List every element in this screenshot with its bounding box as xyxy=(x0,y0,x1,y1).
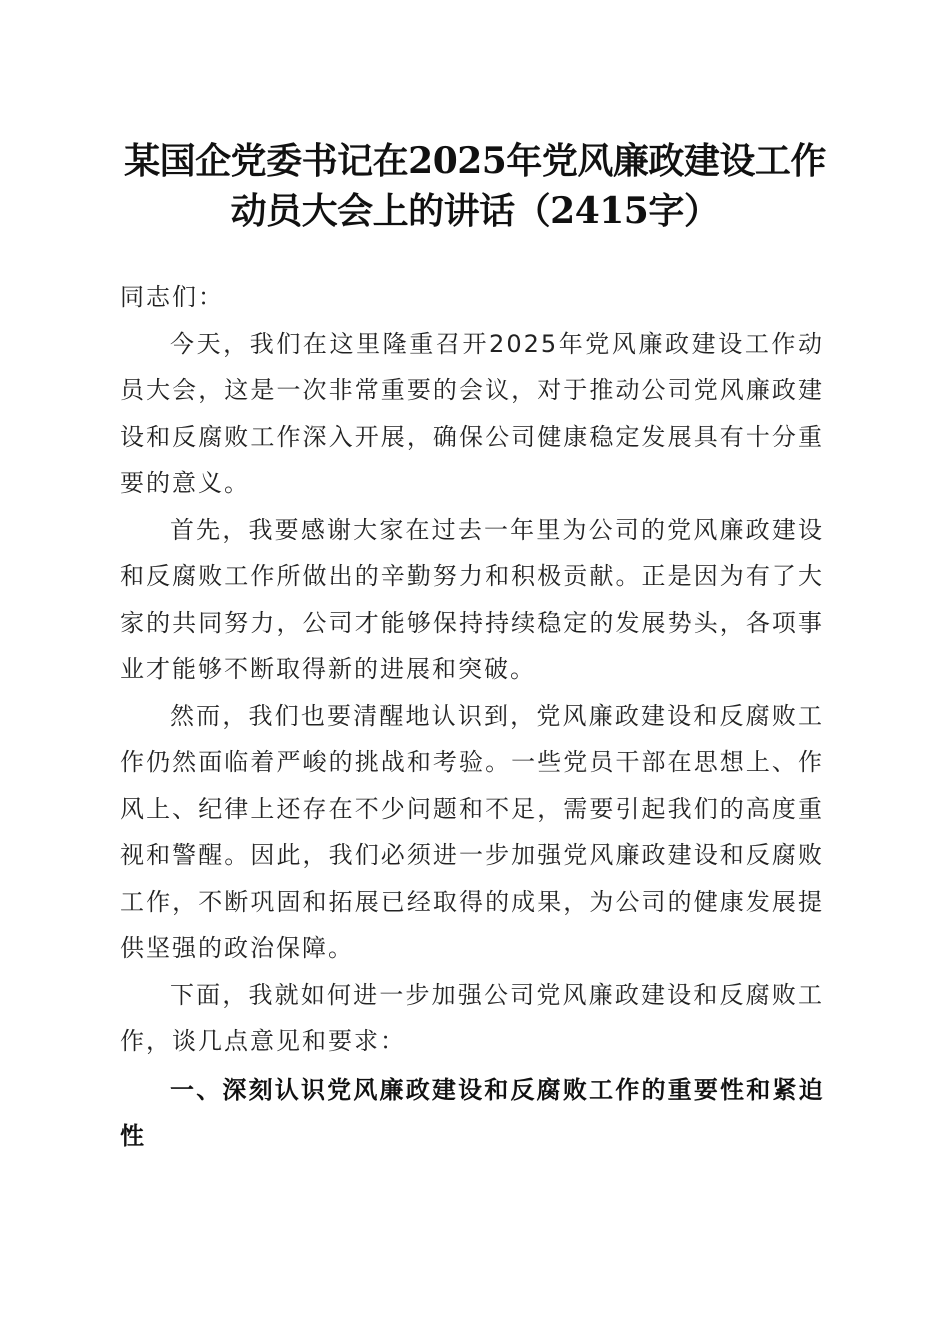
document-title xyxy=(100,136,850,236)
paragraph-challenges: 然而，我们也要清醒地认识到，党风廉政建设和反腐败工作仍然面临着严峻的挑战和考验。一些党员干部在思想上、作风上、纪律上还存在不少问题和不足，需要引起我们的高度重视和警醒。因此，我们必须进一步加强党风廉政建设和反腐败工作，不断巩固和拓展已经取得的成果，为公司的健康发展提供坚强的政治保障。 xyxy=(120,701,824,962)
title-line-1: 某国企党委书记在2025年党风廉政建设工作 xyxy=(124,140,826,182)
paragraph-transition: 下面，我就如何进一步加强公司党风廉政建设和反腐败工作，谈几点意见和要求： xyxy=(120,980,824,1055)
paragraph-opening: 今天，我们在这里隆重召开2025年党风廉政建设工作动员大会，这是一次非常重要的会议，对于推动公司党风廉政建设和反腐败工作深入开展，确保公司健康稳定发展具有十分重要的意义。 xyxy=(120,329,824,497)
salutation: 同志们： xyxy=(120,283,224,311)
title-line-2: 动员大会上的讲话（2415字） xyxy=(230,190,720,232)
section-heading-1: 一、深刻认识党风廉政建设和反腐败工作的重要性和紧迫性 xyxy=(120,1075,824,1150)
paragraph-thanks: 首先，我要感谢大家在过去一年里为公司的党风廉政建设和反腐败工作所做出的辛勤努力和积极贡献。正是因为有了大家的共同努力，公司才能够保持持续稳定的发展势头，各项事业才能够不断取得新的进展和突破。 xyxy=(120,515,824,683)
document-body xyxy=(120,274,824,1160)
